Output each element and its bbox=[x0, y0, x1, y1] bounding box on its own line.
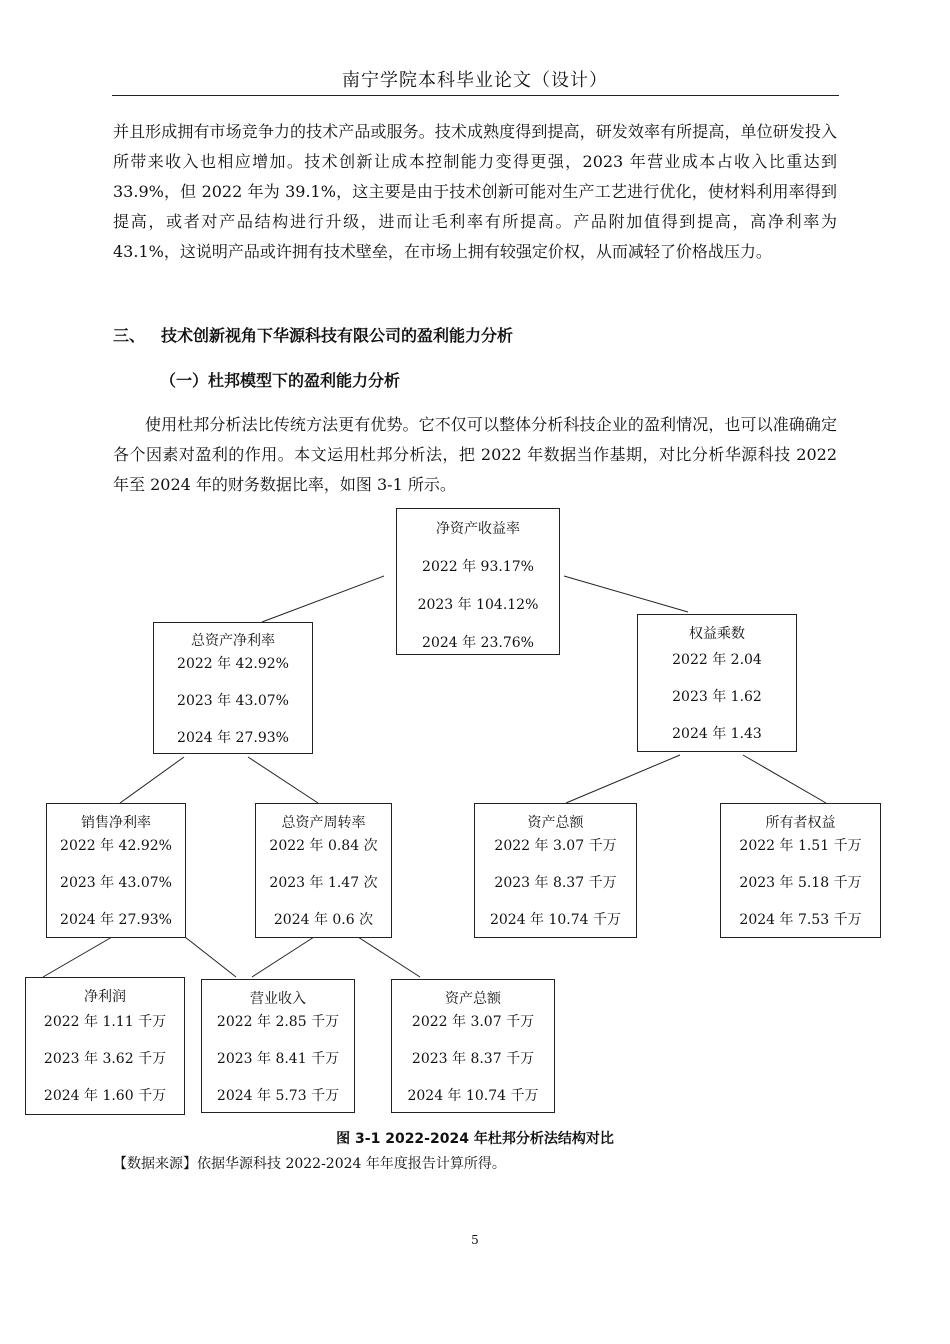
box-value-2023: 2023 年 1.62 bbox=[672, 689, 762, 705]
box-value-2022: 2022 年 93.17% bbox=[422, 559, 534, 575]
running-header: 南宁学院本科毕业论文（设计） bbox=[342, 70, 608, 91]
box-title: 净利润 bbox=[84, 989, 126, 1005]
box-value-2023: 2023 年 104.12% bbox=[417, 597, 539, 613]
box-value-2024: 2024 年 1.43 bbox=[672, 726, 762, 742]
box-value-2024: 2024 年 23.76% bbox=[422, 635, 534, 651]
box-value-2024: 2024 年 0.6 次 bbox=[273, 912, 374, 928]
connector-roa-turnover bbox=[248, 757, 318, 803]
figure-caption: 图 3-1 2022-2024 年杜邦分析法结构对比 bbox=[336, 1131, 614, 1147]
box-value-2024: 2024 年 27.93% bbox=[177, 730, 289, 746]
box-title: 营业收入 bbox=[250, 991, 306, 1007]
box-owners-equity bbox=[720, 803, 881, 938]
box-value-2024: 2024 年 7.53 千万 bbox=[739, 912, 862, 928]
connector-em-equity bbox=[743, 755, 826, 803]
connector-netmargin-revenue bbox=[185, 937, 236, 977]
box-title: 权益乘数 bbox=[689, 626, 745, 642]
box-value-2022: 2022 年 0.84 次 bbox=[269, 838, 378, 854]
box-value-2024: 2024 年 27.93% bbox=[60, 912, 172, 928]
box-value-2022: 2022 年 2.04 bbox=[672, 652, 762, 668]
connector-turnover-assets bbox=[358, 937, 420, 977]
box-value-2023: 2023 年 8.37 千万 bbox=[411, 1051, 535, 1067]
box-roe bbox=[396, 508, 560, 655]
box-value-2022: 2022 年 1.51 千万 bbox=[739, 838, 862, 854]
section-title: 技术创新视角下华源科技有限公司的盈利能力分析 bbox=[161, 326, 514, 345]
box-value-2022: 2022 年 3.07 千万 bbox=[411, 1014, 535, 1030]
box-net-profit bbox=[25, 977, 185, 1115]
page-number: 5 bbox=[471, 1233, 479, 1247]
box-value-2024: 2024 年 10.74 千万 bbox=[407, 1088, 539, 1104]
box-revenue bbox=[201, 979, 355, 1113]
intro-paragraph: 并且形成拥有市场竞争力的技术产品或服务。技术成熟度得到提高，研发效率有所提高，单位研发投入所带来收入也相应增加。技术创新让成本控制能力变得更强，2023 年营业成本占收入比重达到 33.9%，但 2022 年为 39.1%，这主要是由于技术创新可能对生产工艺进行优化，使材料利用率得到提高，或者对产品结构进行升级，进而让毛利率有所提高。产品附加值得到提高，高净利率为 43.1%，这说明产品或许拥有技术壁垒，在市场上拥有较强定价权，从而减轻了价格战压力。 bbox=[113, 122, 837, 261]
box-title: 总资产净利率 bbox=[191, 633, 275, 649]
connector-em-assets bbox=[566, 755, 680, 803]
box-value-2022: 2022 年 1.11 千万 bbox=[43, 1014, 167, 1030]
box-total-assets-upper bbox=[474, 803, 637, 938]
box-title: 所有者权益 bbox=[765, 815, 836, 831]
box-value-2022: 2022 年 2.85 千万 bbox=[216, 1014, 340, 1030]
box-value-2023: 2023 年 8.41 千万 bbox=[216, 1051, 340, 1067]
connector-turnover-revenue bbox=[252, 937, 314, 977]
box-equity-multiplier bbox=[637, 614, 797, 752]
box-value-2023: 2023 年 43.07% bbox=[177, 693, 289, 709]
body-paragraph: 使用杜邦分析法比传统方法更有优势。它不仅可以整体分析科技企业的盈利情况，也可以准确确定各个因素对盈利的作用。本文运用杜邦分析法，把 2022 年数据当作基期，对比分析华源科技 2022 年至 2024 年的财务数据比率，如图 3-1 所示。 bbox=[113, 415, 837, 494]
box-value-2023: 2023 年 43.07% bbox=[60, 875, 172, 891]
box-value-2024: 2024 年 10.74 千万 bbox=[489, 912, 622, 928]
box-value-2024: 2024 年 5.73 千万 bbox=[216, 1088, 340, 1104]
box-title: 资产总额 bbox=[527, 815, 584, 831]
box-value-2022: 2022 年 42.92% bbox=[60, 838, 172, 854]
box-net-margin bbox=[46, 803, 186, 938]
box-title: 资产总额 bbox=[445, 991, 501, 1007]
box-asset-turnover bbox=[255, 803, 392, 938]
box-roa bbox=[153, 622, 313, 754]
box-value-2023: 2023 年 8.37 千万 bbox=[494, 875, 617, 891]
connector-roa-netmargin bbox=[120, 757, 184, 803]
box-value-2022: 2022 年 42.92% bbox=[177, 656, 289, 672]
data-source-note: 【数据来源】依据华源科技 2022-2024 年年度报告计算所得。 bbox=[113, 1156, 506, 1172]
box-title: 净资产收益率 bbox=[436, 521, 520, 537]
connector-netmargin-netprofit bbox=[43, 937, 112, 977]
subsection-heading: （一）杜邦模型下的盈利能力分析 bbox=[160, 371, 401, 390]
connector-roe-em bbox=[564, 576, 688, 612]
box-value-2023: 2023 年 5.18 千万 bbox=[739, 875, 862, 891]
box-total-assets-lower bbox=[391, 979, 555, 1113]
box-title: 销售净利率 bbox=[81, 815, 151, 831]
connector-roe-roa bbox=[262, 576, 384, 622]
box-value-2024: 2024 年 1.60 千万 bbox=[43, 1088, 167, 1104]
box-value-2023: 2023 年 3.62 千万 bbox=[43, 1051, 167, 1067]
box-value-2022: 2022 年 3.07 千万 bbox=[494, 838, 617, 854]
box-value-2023: 2023 年 1.47 次 bbox=[269, 875, 378, 891]
section-number: 三、 bbox=[113, 326, 146, 345]
box-title: 总资产周转率 bbox=[281, 815, 366, 831]
